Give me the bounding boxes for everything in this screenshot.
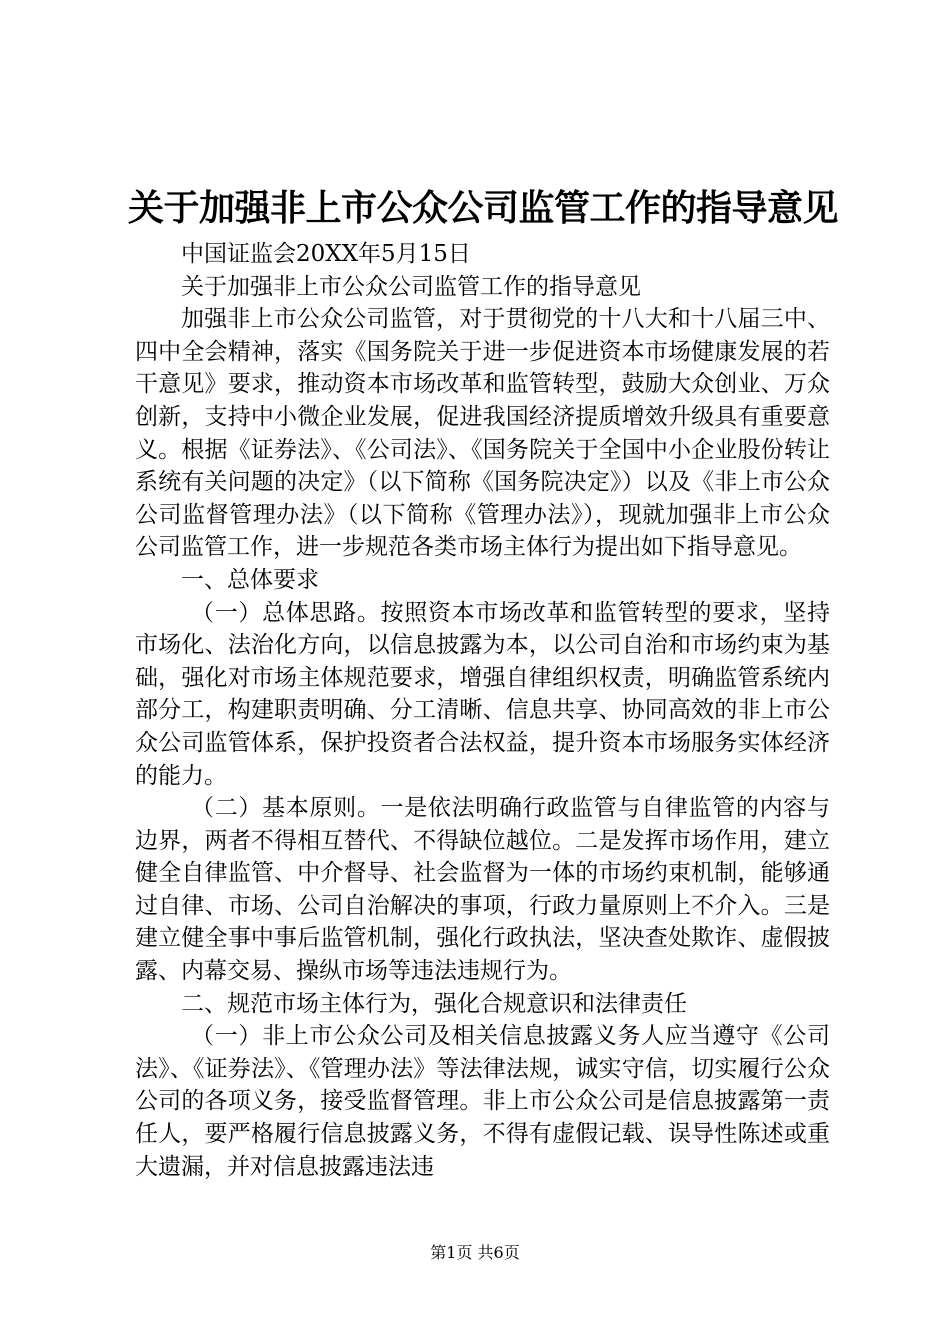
document-subtitle: 关于加强非上市公众公司监管工作的指导意见 <box>181 273 641 300</box>
page-number-footer: 第1页 共6页 <box>430 1243 520 1262</box>
section2-item1-paragraph: （一）非上市公众公司及相关信息披露义务人应当遵守《公司法》、《证券法》、《管理办法》等法律法规，诚实守信，切实履行公众公司的各项义务，接受监督管理。非上市公众公司是信息披露第一责任人，要严格履行信息披露义务，不得有虚假记载、误导性陈述或重大遗漏，并对信息披露违法违 <box>135 1023 830 1180</box>
issuer-date: 中国证监会20XX年5月15日 <box>181 241 471 267</box>
section1-item2-paragraph: （二）基本原则。一是依法明确行政监管与自律监管的内容与边界，两者不得相互替代、不得缺位越位。二是发挥市场作用，建立健全自律监管、中介督导、社会监督为一体的市场约束机制，能够通过自律、市场、公司自治解决的事项，行政力量原则上不介入。三是建立健全事中事后监管机制，强化行政执法，坚决查处欺诈、虚假披露、内幕交易、操纵市场等违法违规行为。 <box>135 795 830 985</box>
document-body <box>135 238 830 1183</box>
intro-paragraph: 加强非上市公众公司监管，对于贯彻党的十八大和十八届三中、四中全会精神，落实《国务院关于进一步促进资本市场健康发展的若干意见》要求，推动资本市场改革和监管转型，鼓励大众创业、万众创新，支持中小微企业发展，促进我国经济提质增效升级具有重要意义。根据《证券法》、《公司法》、《国务院关于全国中小企业股份转让系统有关问题的决定》（以下简称《国务院决定》）以及《非上市公众公司监督管理办法》（以下简称《管理办法》），现就加强非上市公众公司监管工作，进一步规范各类市场主体行为提出如下指导意见。 <box>135 306 830 561</box>
section-heading-2: 二、规范市场主体行为，强化合规意识和法律责任 <box>181 990 687 1017</box>
section-heading-1: 一、总体要求 <box>181 566 319 593</box>
section1-item1-paragraph: （一）总体思路。按照资本市场改革和监管转型的要求，坚持市场化、法治化方向，以信息披露为本，以公司自治和市场约束为基础，强化对市场主体规范要求，增强自律组织权责，明确监管系统内部分工，构建职责明确、分工清晰、信息共享、协同高效的非上市公众公司监管体系，保护投资者合法权益，提升资本市场服务实体经济的能力。 <box>135 599 830 789</box>
document-title: 关于加强非上市公众公司监管工作的指导意见 <box>128 187 839 229</box>
